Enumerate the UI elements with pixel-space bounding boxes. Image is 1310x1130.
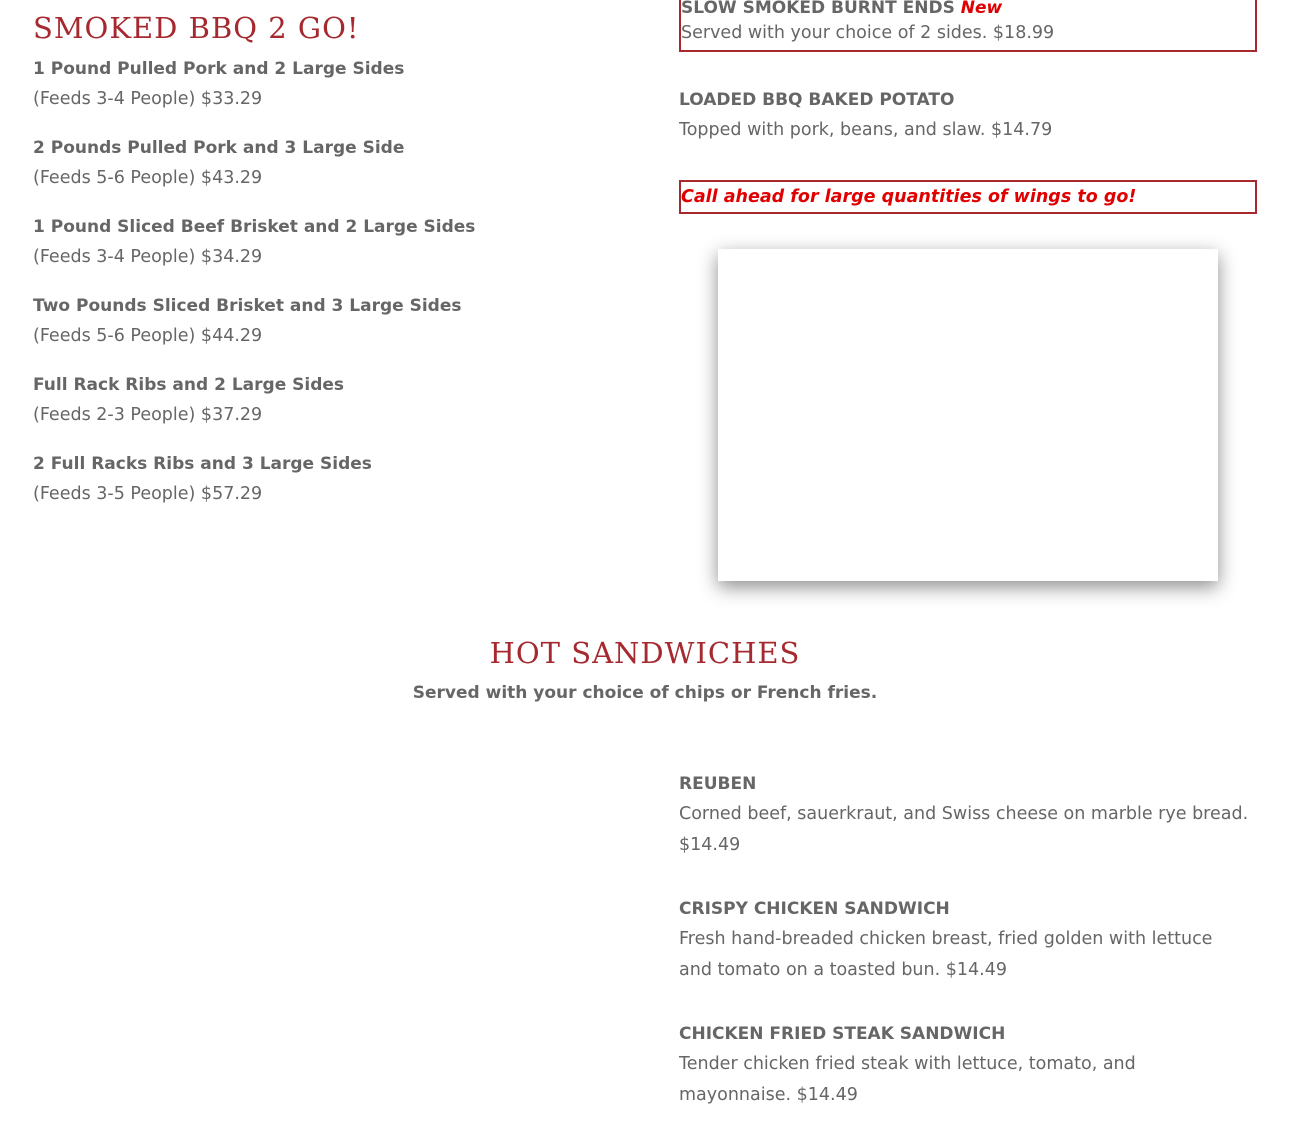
- item-name: 1 Pound Pulled Pork and 2 Large Sides: [33, 59, 405, 79]
- list-item: [33, 212, 633, 291]
- list-item: [33, 291, 633, 370]
- item-desc: Tender chicken fried steak with lettuce, tomato, and mayonnaise. $14.49: [679, 1054, 1136, 1105]
- item-desc: Fresh hand-breaded chicken breast, fried golden with lettuce and tomato on a toasted bun. $14.49: [679, 929, 1213, 980]
- list-item: [679, 769, 1249, 861]
- new-badge: New: [960, 0, 1003, 18]
- item-desc: Corned beef, sauerkraut, and Swiss cheese on marble rye bread. $14.49: [679, 804, 1249, 855]
- wings-notice: Call ahead for large quantities of wings to go!: [681, 187, 1137, 207]
- item-name: Full Rack Ribs and 2 Large Sides: [33, 375, 345, 395]
- wings-notice-box: [679, 180, 1257, 214]
- burnt-ends-name: [681, 0, 1002, 18]
- list-item: [679, 1019, 1249, 1111]
- list-item: [33, 449, 633, 528]
- bbq-combo-list: [33, 54, 633, 528]
- item-name: CRISPY CHICKEN SANDWICH: [679, 899, 950, 919]
- food-photo: [718, 249, 1218, 581]
- burnt-ends-desc: Served with your choice of 2 sides. $18.99: [681, 23, 1055, 43]
- sandwich-list: [679, 769, 1249, 1130]
- item-desc: (Feeds 3-4 People) $33.29: [33, 89, 263, 109]
- list-item: [679, 894, 1249, 986]
- item-name: REUBEN: [679, 774, 757, 794]
- item-desc: (Feeds 5-6 People) $43.29: [33, 168, 263, 188]
- item-name: CHICKEN FRIED STEAK SANDWICH: [679, 1024, 1006, 1044]
- item-name: 2 Pounds Pulled Pork and 3 Large Side: [33, 138, 405, 158]
- item-desc: (Feeds 5-6 People) $44.29: [33, 326, 263, 346]
- hot-sandwiches-heading: HOT SANDWICHES: [489, 636, 801, 670]
- item-desc: (Feeds 3-4 People) $34.29: [33, 247, 263, 267]
- list-item: [33, 54, 633, 133]
- item-desc: (Feeds 2-3 People) $37.29: [33, 405, 263, 425]
- item-name: LOADED BBQ BAKED POTATO: [679, 90, 955, 110]
- burnt-ends-box: [679, 0, 1257, 52]
- bbq-to-go-heading: SMOKED BBQ 2 GO!: [33, 11, 360, 45]
- potato-item: [679, 85, 1052, 146]
- item-name: Two Pounds Sliced Brisket and 3 Large Sides: [33, 296, 462, 316]
- item-name: 2 Full Racks Ribs and 3 Large Sides: [33, 454, 372, 474]
- item-name: 1 Pound Sliced Beef Brisket and 2 Large Sides: [33, 217, 476, 237]
- list-item: [33, 133, 633, 212]
- list-item: [33, 370, 633, 449]
- item-desc: (Feeds 3-5 People) $57.29: [33, 484, 263, 504]
- item-desc: Topped with pork, beans, and slaw. $14.79: [679, 120, 1053, 140]
- hot-sandwiches-subtitle: Served with your choice of chips or French fries.: [412, 683, 878, 703]
- burnt-ends-title: SLOW SMOKED BURNT ENDS: [681, 0, 955, 18]
